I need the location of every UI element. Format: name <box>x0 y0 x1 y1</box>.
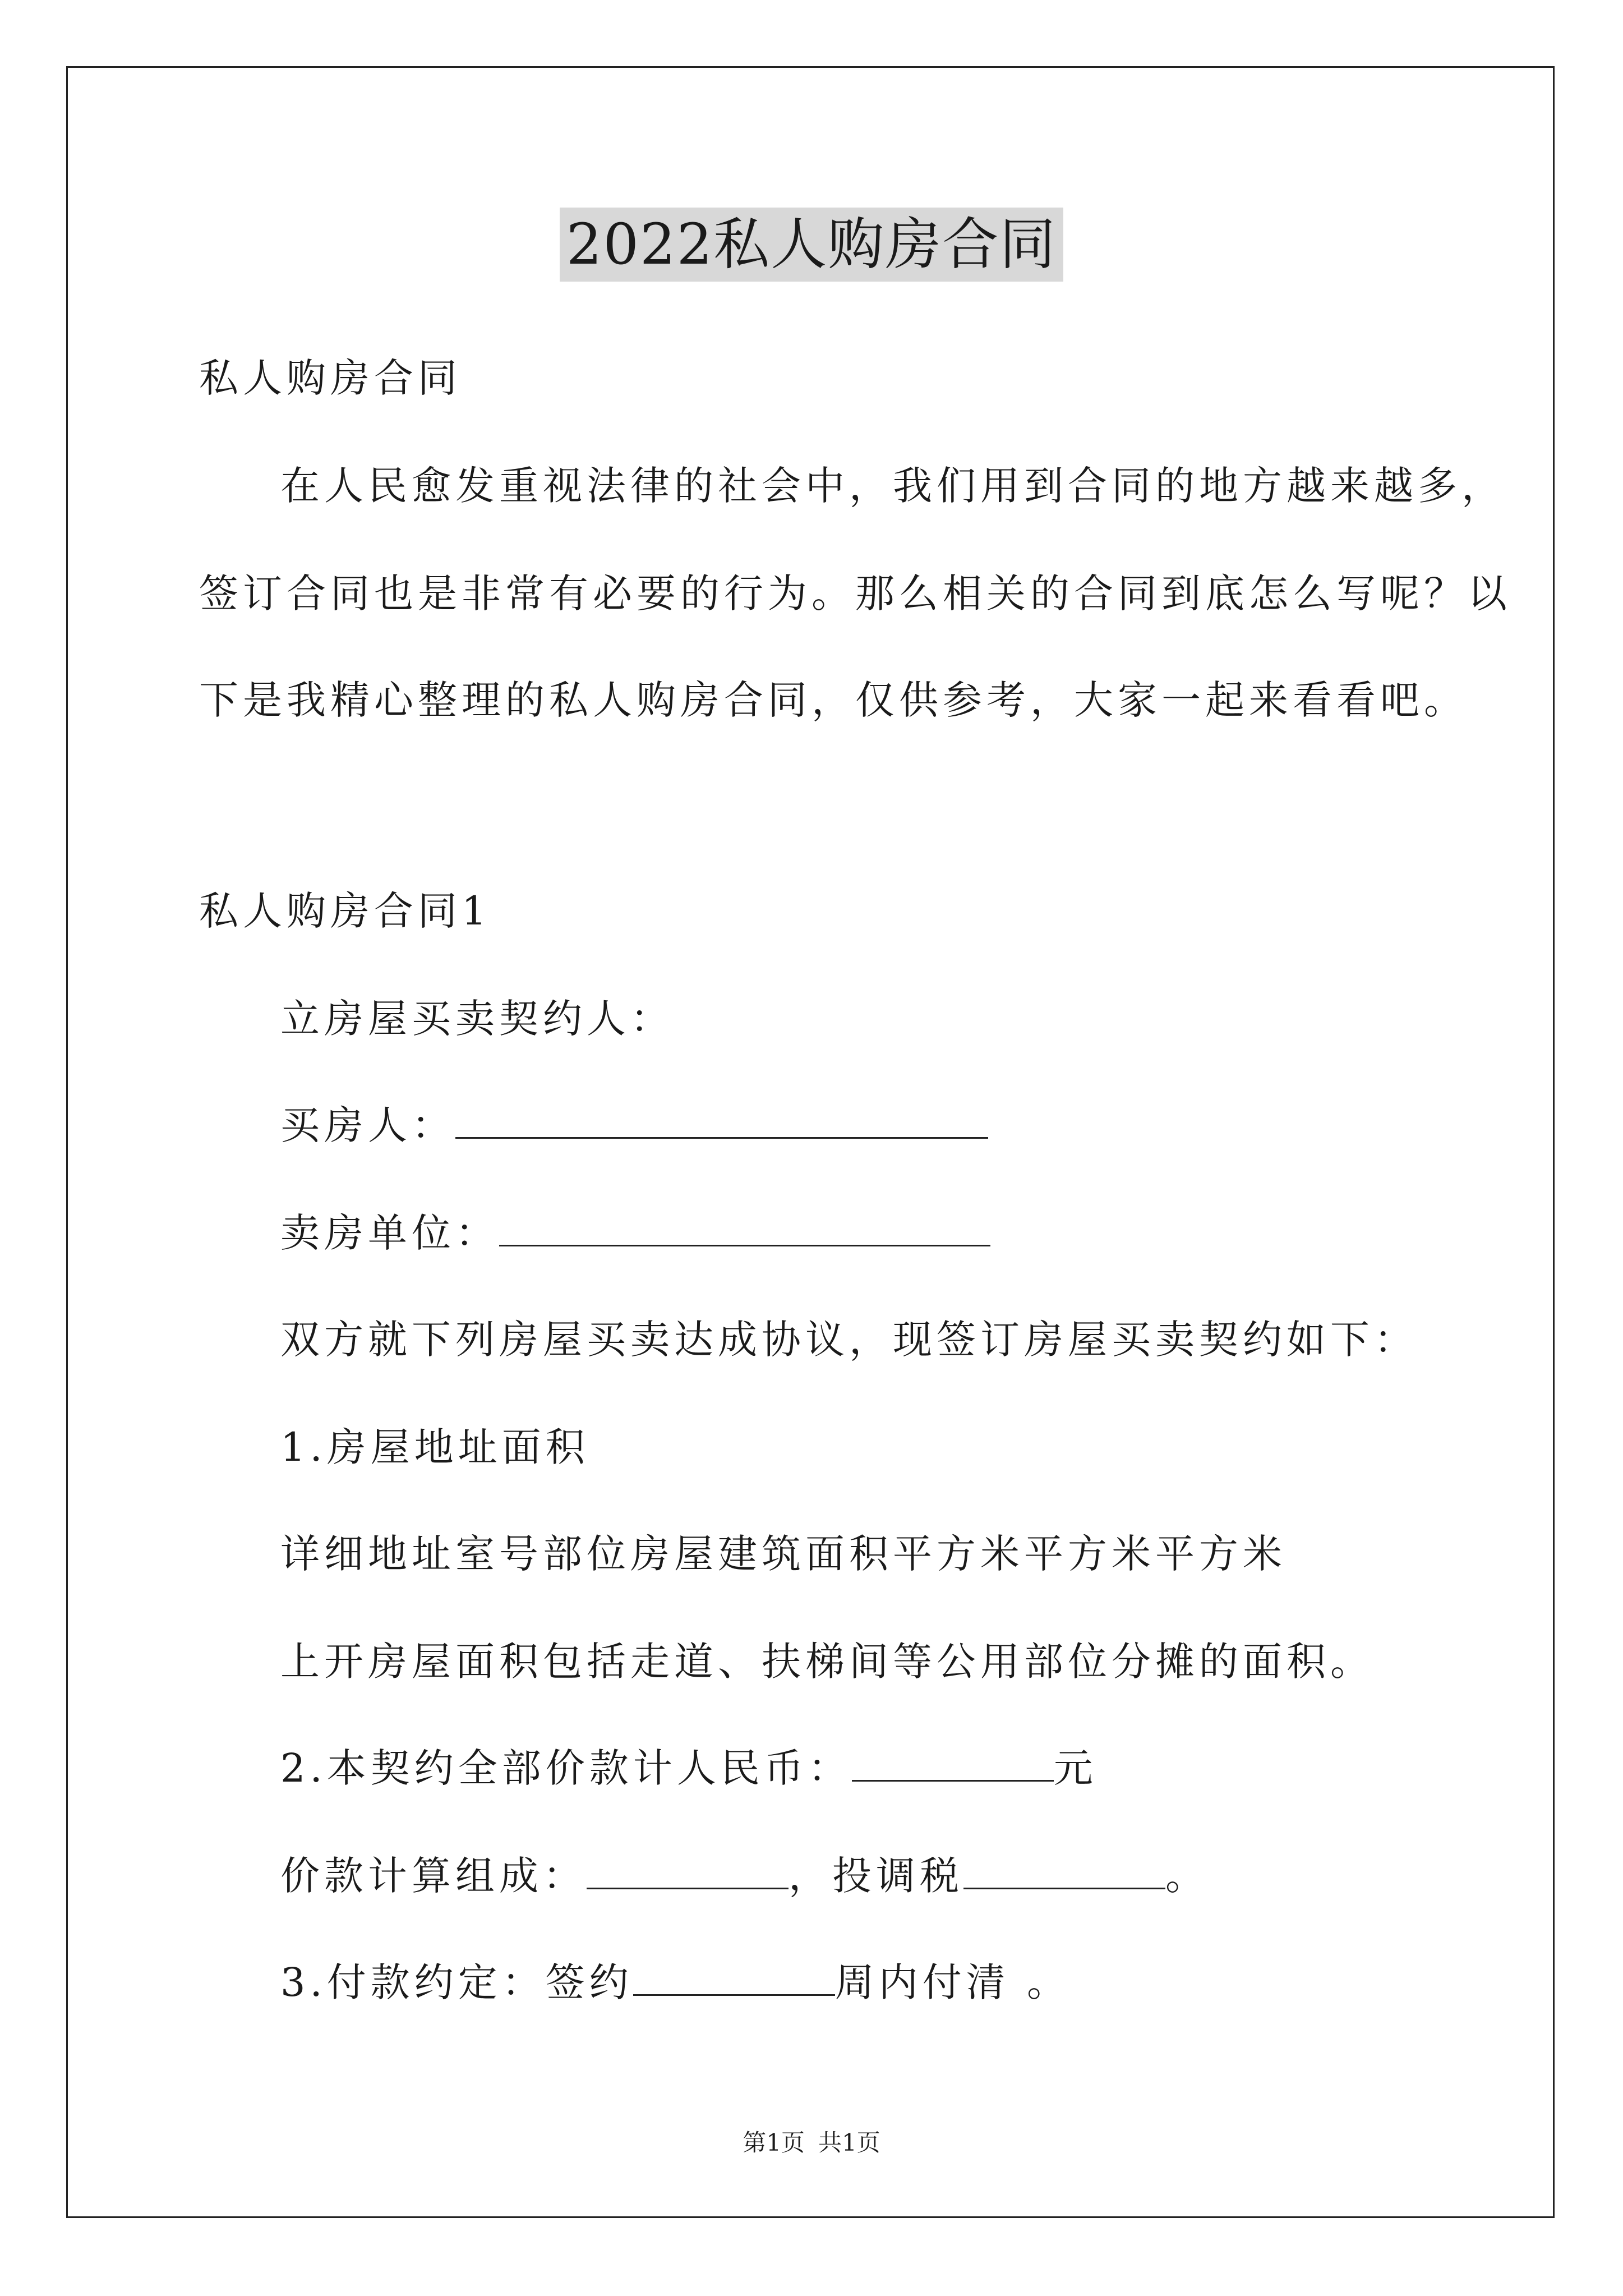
tax-blank <box>963 1851 1165 1889</box>
section-heading: 私人购房合同 <box>199 355 462 401</box>
item2-unit: 元 <box>1053 1745 1098 1791</box>
item1-note: 上开房屋面积包括走道、扶梯间等公用部位分摊的面积。 <box>280 1639 1374 1685</box>
buyer-label: 买房人： <box>280 1102 455 1148</box>
item3-label: 3.付款约定：签约 <box>280 1959 633 2005</box>
intro-line-3: 下是我精心整理的私人购房合同，仅供参考，大家一起来看看吧。 <box>199 677 1468 723</box>
intro-line-1: 在人民愈发重视法律的社会中，我们用到合同的地方越来越多， <box>280 463 1505 509</box>
item2-label: 2.本契约全部价款计人民币： <box>280 1745 852 1791</box>
price-row <box>280 1849 1209 1903</box>
price-blank <box>852 1743 1054 1782</box>
seller-row <box>280 1206 990 1260</box>
title-container <box>0 208 1623 282</box>
item1-detail: 详细地址室号部位房屋建筑面积平方米平方米平方米 <box>280 1531 1287 1577</box>
page-total: 共1页 <box>818 2129 880 2156</box>
price-label: 价款计算组成： <box>280 1853 587 1899</box>
weeks-blank <box>633 1957 835 1996</box>
party-intro: 立房屋买卖契约人： <box>280 996 674 1042</box>
page-number: 第1页 <box>743 2129 805 2156</box>
price-composition-blank <box>587 1851 789 1889</box>
seller-blank <box>499 1208 990 1246</box>
item2-row <box>280 1741 1098 1795</box>
agreement-text: 双方就下列房屋买卖达成协议，现签订房屋买卖契约如下： <box>280 1317 1418 1363</box>
item3-end: 周内付清 。 <box>834 1959 1071 2005</box>
item1-title: 1.房屋地址面积 <box>280 1424 589 1470</box>
intro-line-2: 签订合同也是非常有必要的行为。那么相关的合同到底怎么写呢？以 <box>199 570 1511 616</box>
price-end: 。 <box>1165 1853 1209 1899</box>
contract-heading: 私人购房合同1 <box>199 888 491 934</box>
document-title: 2022私人购房合同 <box>560 208 1064 282</box>
buyer-blank <box>455 1100 988 1139</box>
item3-row <box>280 1955 1071 2009</box>
price-mid: ，投调税 <box>789 1853 963 1899</box>
seller-label: 卖房单位： <box>280 1210 499 1256</box>
page-footer <box>0 2126 1623 2160</box>
buyer-row <box>280 1098 988 1152</box>
